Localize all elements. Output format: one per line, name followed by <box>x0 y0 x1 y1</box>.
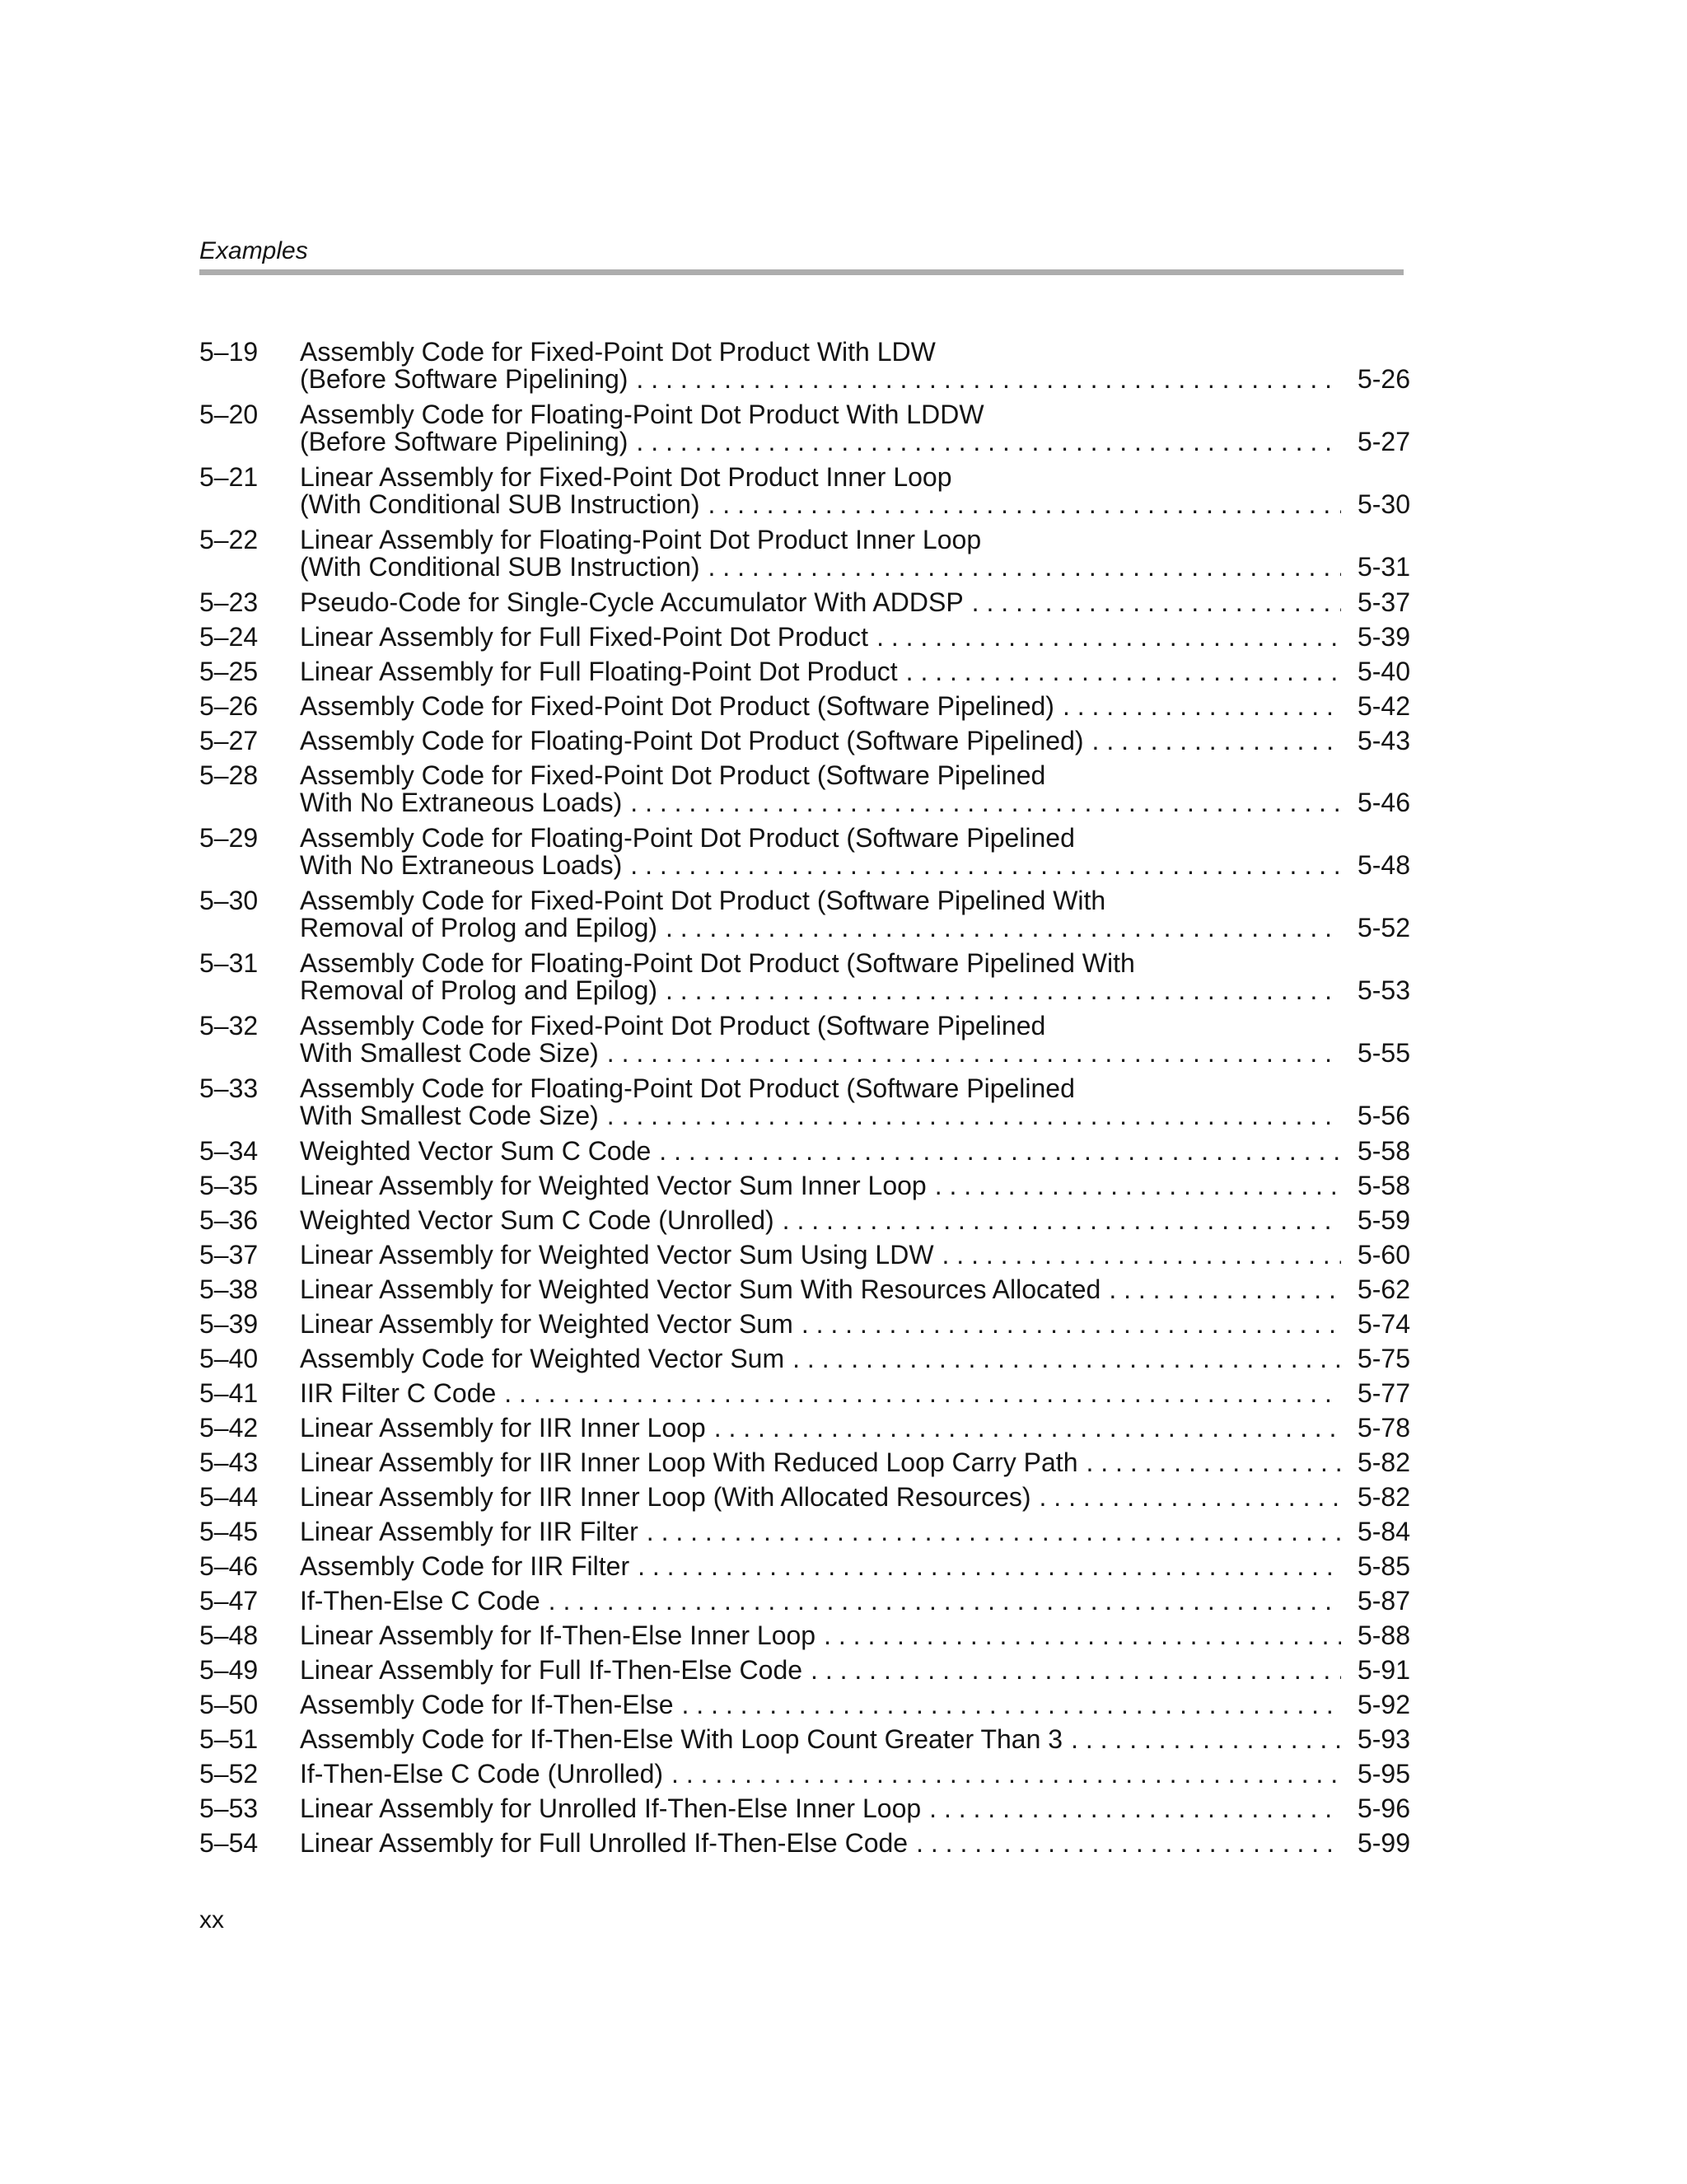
toc-entry-line <box>300 1518 1410 1546</box>
toc-entry-title: IIR Filter C Code <box>300 1378 497 1408</box>
toc-entry-number: 5–30 <box>199 886 259 915</box>
toc-entry-page: 5-53 <box>1357 975 1410 1005</box>
toc-entry-number: 5–35 <box>199 1171 259 1200</box>
toc-dot-leader <box>929 1795 1341 1822</box>
toc-entry-line <box>300 1761 1410 1788</box>
toc-entry-page: 5-88 <box>1357 1620 1410 1650</box>
toc-dot-leader <box>671 1761 1341 1788</box>
toc-entry-page: 5-46 <box>1357 788 1410 817</box>
toc-dot-leader <box>636 366 1341 393</box>
toc-dot-leader <box>792 1345 1341 1373</box>
toc-entry-number: 5–40 <box>199 1344 259 1373</box>
toc-dot-leader <box>666 977 1341 1004</box>
toc-entry[interactable] <box>199 1449 1410 1476</box>
toc-entry-number: 5–51 <box>199 1724 259 1754</box>
toc-entry-line <box>300 1622 1410 1649</box>
toc-entry-title: Linear Assembly for Full If-Then-Else Code <box>300 1655 803 1685</box>
toc-entry-number: 5–23 <box>199 587 259 617</box>
toc-entry-number: 5–39 <box>199 1309 259 1339</box>
toc-entry-title: (Before Software Pipelining) <box>300 427 629 456</box>
toc-dot-leader <box>659 1138 1341 1165</box>
toc-entry-title-line1: Assembly Code for Fixed-Point Dot Product (Software Pipelined With <box>300 886 1106 915</box>
toc-entry-line <box>300 1726 1410 1753</box>
toc-dot-leader <box>801 1311 1341 1338</box>
toc-entry-title: Weighted Vector Sum C Code (Unrolled) <box>300 1205 774 1235</box>
toc-entry-number: 5–50 <box>199 1690 259 1719</box>
toc-entry-number: 5–24 <box>199 622 259 652</box>
toc-entry-title: Linear Assembly for Weighted Vector Sum Using LDW <box>300 1240 934 1270</box>
toc-entry-line <box>300 1553 1410 1580</box>
toc-entry-line <box>300 1345 1410 1373</box>
toc-entry[interactable] <box>199 1345 1410 1373</box>
toc-entry-page: 5-55 <box>1357 1038 1410 1068</box>
toc-entry-title: With No Extraneous Loads) <box>300 788 623 817</box>
toc-entry[interactable] <box>199 1012 1410 1067</box>
toc-dot-leader <box>1040 1484 1341 1511</box>
toc-dot-leader <box>638 1553 1341 1580</box>
toc-dot-leader <box>504 1380 1341 1407</box>
toc-dot-leader <box>935 1172 1341 1200</box>
toc-entry-title: Linear Assembly for Weighted Vector Sum <box>300 1309 793 1339</box>
toc-entry-number: 5–38 <box>199 1274 259 1304</box>
toc-entry-title: Assembly Code for IIR Filter <box>300 1551 630 1581</box>
toc-entry-line <box>300 658 1410 685</box>
toc-dot-leader <box>1109 1276 1341 1303</box>
toc-entry-page: 5-84 <box>1357 1517 1410 1546</box>
toc-entry-page: 5-43 <box>1357 726 1410 755</box>
toc-entry-page: 5-82 <box>1357 1482 1410 1512</box>
toc-dot-leader <box>607 1102 1341 1129</box>
toc-entry[interactable] <box>199 1795 1410 1822</box>
toc-entry-number: 5–28 <box>199 760 259 790</box>
toc-entry-title: Assembly Code for Fixed-Point Dot Product (Software Pipelined) <box>300 691 1054 721</box>
toc-entry[interactable] <box>199 589 1410 616</box>
toc-entry-number: 5–19 <box>199 337 259 367</box>
toc-entry-page: 5-85 <box>1357 1551 1410 1581</box>
toc-entry-line <box>300 1207 1410 1234</box>
toc-entry-line <box>300 491 1410 518</box>
toc-entry-number: 5–49 <box>199 1655 259 1685</box>
header-rule <box>199 269 1404 275</box>
toc-entry-line <box>300 624 1410 651</box>
toc-entry-number: 5–21 <box>199 462 259 492</box>
toc-dot-leader <box>906 658 1341 685</box>
toc-entry-number: 5–53 <box>199 1793 259 1823</box>
toc-entry[interactable] <box>199 1242 1410 1269</box>
toc-entry[interactable] <box>199 1588 1410 1615</box>
toc-entry[interactable] <box>199 1691 1410 1719</box>
toc-entry-title: If-Then-Else C Code (Unrolled) <box>300 1759 664 1789</box>
toc-entry-number: 5–33 <box>199 1073 259 1103</box>
toc-entry-page: 5-99 <box>1357 1828 1410 1858</box>
toc-entry[interactable] <box>199 1657 1410 1684</box>
toc-entry-page: 5-96 <box>1357 1793 1410 1823</box>
toc-entry-title: Linear Assembly for IIR Inner Loop <box>300 1413 706 1443</box>
toc-entry[interactable] <box>199 1726 1410 1753</box>
toc-entry-page: 5-40 <box>1357 657 1410 686</box>
toc-entry-page: 5-82 <box>1357 1447 1410 1477</box>
toc-entry-number: 5–37 <box>199 1240 259 1270</box>
toc-dot-leader <box>647 1518 1341 1546</box>
toc-entry-page: 5-93 <box>1357 1724 1410 1754</box>
toc-entry-line <box>300 727 1410 755</box>
toc-entry-number: 5–27 <box>199 726 259 755</box>
toc-entry-title: (With Conditional SUB Instruction) <box>300 489 700 519</box>
toc-entry-line <box>300 1040 1410 1067</box>
toc-entry[interactable] <box>199 950 1410 1004</box>
page-header-title: Examples <box>199 237 308 264</box>
toc-dot-leader <box>783 1207 1341 1234</box>
toc-entry-number: 5–44 <box>199 1482 259 1512</box>
toc-entry[interactable] <box>199 762 1410 816</box>
toc-dot-leader <box>824 1622 1341 1649</box>
toc-dot-leader <box>714 1415 1341 1442</box>
toc-entry[interactable] <box>199 1830 1410 1857</box>
toc-dot-leader <box>876 624 1341 651</box>
toc-entry-page: 5-58 <box>1357 1171 1410 1200</box>
toc-entry-title: Linear Assembly for Unrolled If-Then-Else Inner Loop <box>300 1793 922 1823</box>
toc-entry-title: Linear Assembly for Full Floating-Point Dot Product <box>300 657 898 686</box>
toc-entry-number: 5–26 <box>199 691 259 721</box>
toc-entry[interactable] <box>199 825 1410 879</box>
toc-entry[interactable] <box>199 401 1410 456</box>
toc-entry-line <box>300 1138 1410 1165</box>
toc-entry-line <box>300 1588 1410 1615</box>
toc-entry-title: (Before Software Pipelining) <box>300 364 629 394</box>
toc-entry-page: 5-59 <box>1357 1205 1410 1235</box>
toc-entry-number: 5–34 <box>199 1136 259 1166</box>
toc-entry-number: 5–43 <box>199 1447 259 1477</box>
toc-entry[interactable] <box>199 624 1410 651</box>
toc-entry-title: With Smallest Code Size) <box>300 1038 599 1068</box>
toc-entry[interactable] <box>199 1276 1410 1303</box>
toc-entry-page: 5-74 <box>1357 1309 1410 1339</box>
toc-entry-page: 5-62 <box>1357 1274 1410 1304</box>
toc-entry-title: If-Then-Else C Code <box>300 1586 540 1616</box>
toc-entry-page: 5-75 <box>1357 1344 1410 1373</box>
toc-entry-line <box>300 554 1410 581</box>
toc-entry-line <box>300 977 1410 1004</box>
toc-entry-page: 5-27 <box>1357 427 1410 456</box>
toc-entry-page: 5-92 <box>1357 1690 1410 1719</box>
toc-entry-line <box>300 1691 1410 1719</box>
toc-entry-line <box>300 366 1410 393</box>
toc-entry-line <box>300 852 1410 879</box>
page-number: xx <box>199 1906 224 1934</box>
toc-entry-title-line1: Assembly Code for Fixed-Point Dot Product (Software Pipelined <box>300 1011 1046 1041</box>
toc-entry-title: Linear Assembly for Weighted Vector Sum With Resources Allocated <box>300 1274 1101 1304</box>
toc-entry-line <box>300 1276 1410 1303</box>
toc-entry-number: 5–31 <box>199 948 259 978</box>
toc-entry[interactable] <box>199 658 1410 685</box>
toc-entry-title-line1: Assembly Code for Fixed-Point Dot Product With LDW <box>300 337 936 367</box>
toc-dot-leader <box>811 1657 1341 1684</box>
toc-entry-number: 5–42 <box>199 1413 259 1443</box>
toc-entry-title-line1: Assembly Code for Floating-Point Dot Product (Software Pipelined <box>300 1073 1075 1103</box>
toc-entry[interactable] <box>199 464 1410 518</box>
toc-dot-leader <box>708 554 1341 581</box>
toc-entry[interactable] <box>199 526 1410 581</box>
toc-dot-leader <box>972 589 1341 616</box>
toc-entry-page: 5-87 <box>1357 1586 1410 1616</box>
toc-entry-line <box>300 693 1410 720</box>
toc-entry-number: 5–48 <box>199 1620 259 1650</box>
toc-dot-leader <box>1092 727 1341 755</box>
toc-entry-page: 5-95 <box>1357 1759 1410 1789</box>
toc-entry-line <box>300 1449 1410 1476</box>
toc-entry[interactable] <box>199 1761 1410 1788</box>
toc-entry-title: Linear Assembly for If-Then-Else Inner Loop <box>300 1620 816 1650</box>
toc-entry-title: Linear Assembly for Full Unrolled If-Then-Else Code <box>300 1828 909 1858</box>
toc-entry-title: (With Conditional SUB Instruction) <box>300 552 700 582</box>
toc-entry[interactable] <box>199 1415 1410 1442</box>
toc-entry-line <box>300 1311 1410 1338</box>
toc-entry-number: 5–25 <box>199 657 259 686</box>
toc-entry-page: 5-37 <box>1357 587 1410 617</box>
toc-entry-line <box>300 1795 1410 1822</box>
examples-list <box>199 339 1410 1864</box>
toc-entry-title-line1: Assembly Code for Floating-Point Dot Product With LDDW <box>300 400 984 429</box>
toc-entry-title: Assembly Code for If-Then-Else With Loop Count Greater Than 3 <box>300 1724 1063 1754</box>
toc-entry[interactable] <box>199 1138 1410 1165</box>
toc-entry[interactable] <box>199 1553 1410 1580</box>
toc-dot-leader <box>708 491 1341 518</box>
toc-entry-number: 5–20 <box>199 400 259 429</box>
toc-entry-title: With No Extraneous Loads) <box>300 850 623 880</box>
toc-entry[interactable] <box>199 1075 1410 1129</box>
toc-entry[interactable] <box>199 693 1410 720</box>
toc-entry-page: 5-60 <box>1357 1240 1410 1270</box>
toc-dot-leader <box>607 1040 1341 1067</box>
toc-entry-page: 5-42 <box>1357 691 1410 721</box>
toc-entry[interactable] <box>199 1484 1410 1511</box>
toc-entry[interactable] <box>199 1207 1410 1234</box>
toc-entry-page: 5-39 <box>1357 622 1410 652</box>
toc-entry[interactable] <box>199 887 1410 942</box>
toc-entry-line <box>300 1657 1410 1684</box>
toc-entry-title: Removal of Prolog and Epilog) <box>300 913 658 942</box>
toc-dot-leader <box>1063 693 1341 720</box>
toc-entry[interactable] <box>199 1622 1410 1649</box>
toc-entry-title-line1: Linear Assembly for Fixed-Point Dot Product Inner Loop <box>300 462 952 492</box>
toc-entry-page: 5-26 <box>1357 364 1410 394</box>
toc-entry[interactable] <box>199 1380 1410 1407</box>
toc-entry-number: 5–29 <box>199 823 259 853</box>
toc-entry-line <box>300 1102 1410 1129</box>
toc-entry[interactable] <box>199 1518 1410 1546</box>
toc-dot-leader <box>630 852 1341 879</box>
toc-entry-title-line1: Assembly Code for Floating-Point Dot Product (Software Pipelined With <box>300 948 1135 978</box>
toc-entry-title: Linear Assembly for Weighted Vector Sum Inner Loop <box>300 1171 927 1200</box>
toc-dot-leader <box>1086 1449 1341 1476</box>
toc-entry-line <box>300 589 1410 616</box>
toc-entry-number: 5–22 <box>199 525 259 554</box>
toc-dot-leader <box>666 914 1341 942</box>
toc-entry-number: 5–46 <box>199 1551 259 1581</box>
toc-entry-page: 5-56 <box>1357 1101 1410 1130</box>
toc-entry[interactable] <box>199 1172 1410 1200</box>
toc-dot-leader <box>630 789 1341 816</box>
toc-entry-title: Linear Assembly for IIR Inner Loop (With Allocated Resources) <box>300 1482 1031 1512</box>
toc-entry-line <box>300 1484 1410 1511</box>
toc-entry-number: 5–47 <box>199 1586 259 1616</box>
toc-entry-line <box>300 1380 1410 1407</box>
toc-entry-title-line1: Assembly Code for Fixed-Point Dot Product (Software Pipelined <box>300 760 1046 790</box>
toc-entry-title: With Smallest Code Size) <box>300 1101 599 1130</box>
toc-entry-number: 5–45 <box>199 1517 259 1546</box>
toc-entry-line <box>300 428 1410 456</box>
toc-entry-page: 5-91 <box>1357 1655 1410 1685</box>
toc-entry-title: Assembly Code for Weighted Vector Sum <box>300 1344 785 1373</box>
toc-entry-number: 5–41 <box>199 1378 259 1408</box>
toc-dot-leader <box>549 1588 1341 1615</box>
toc-entry-number: 5–36 <box>199 1205 259 1235</box>
toc-entry-page: 5-48 <box>1357 850 1410 880</box>
toc-entry-title: Linear Assembly for Full Fixed-Point Dot Product <box>300 622 869 652</box>
toc-entry-line <box>300 789 1410 816</box>
toc-entry-number: 5–54 <box>199 1828 259 1858</box>
toc-entry-title: Linear Assembly for IIR Filter <box>300 1517 638 1546</box>
toc-dot-leader <box>636 428 1341 456</box>
toc-entry[interactable] <box>199 339 1410 393</box>
toc-entry-number: 5–32 <box>199 1011 259 1041</box>
toc-dot-leader <box>682 1691 1342 1719</box>
toc-entry-line <box>300 1172 1410 1200</box>
toc-entry-line <box>300 1830 1410 1857</box>
toc-entry-title: Assembly Code for Floating-Point Dot Product (Software Pipelined) <box>300 726 1084 755</box>
toc-entry-title: Removal of Prolog and Epilog) <box>300 975 658 1005</box>
toc-entry-line <box>300 1242 1410 1269</box>
toc-entry-line <box>300 914 1410 942</box>
toc-entry[interactable] <box>199 727 1410 755</box>
toc-entry-title-line1: Linear Assembly for Floating-Point Dot Product Inner Loop <box>300 525 982 554</box>
toc-entry-page: 5-52 <box>1357 913 1410 942</box>
toc-entry-title: Assembly Code for If-Then-Else <box>300 1690 674 1719</box>
toc-entry-title: Linear Assembly for IIR Inner Loop With Reduced Loop Carry Path <box>300 1447 1078 1477</box>
toc-entry-number: 5–52 <box>199 1759 259 1789</box>
toc-entry-page: 5-77 <box>1357 1378 1410 1408</box>
toc-entry-title: Pseudo-Code for Single-Cycle Accumulator With ADDSP <box>300 587 964 617</box>
toc-dot-leader <box>942 1242 1341 1269</box>
toc-dot-leader <box>916 1830 1341 1857</box>
toc-entry-page: 5-31 <box>1357 552 1410 582</box>
toc-entry-title: Weighted Vector Sum C Code <box>300 1136 652 1166</box>
toc-entry-page: 5-78 <box>1357 1413 1410 1443</box>
toc-entry-title-line1: Assembly Code for Floating-Point Dot Product (Software Pipelined <box>300 823 1075 853</box>
toc-dot-leader <box>1071 1726 1341 1753</box>
toc-entry-line <box>300 1415 1410 1442</box>
toc-entry-page: 5-30 <box>1357 489 1410 519</box>
toc-entry[interactable] <box>199 1311 1410 1338</box>
toc-entry-page: 5-58 <box>1357 1136 1410 1166</box>
